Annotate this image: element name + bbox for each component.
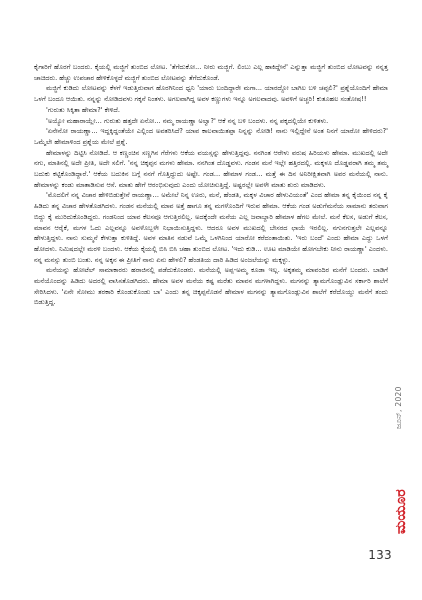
article-paragraph: 'ಏನೇನೋ ರಾಯಣ್ಣಾ... ಇದ್ದಕ್ಕಿದ್ದಂತೆಯೇ ಎಲ್ಲಿಂದ ಅವತರಿಸಿದೆ? ಯಾವ ಕಾಲವಾಯಿತಪ್ಪಾ ನಿನ್ನನ್ನು ನೋಡಿ! ನಾನು ಇಲ್ಲಿದ್ದೇನೆ ಅಂತ ನಿನಗೆ ಯಾರೋ ಹೇಳಿದರು?' ಒಮ್ಮೆಲೇ ಹೇಮಾಳಿಂದ ಪ್ರಶ್ನೆಯ ಮೇಲೆ ಪ್ರಶ್ನೆ.: [34, 127, 388, 146]
article-paragraph: 'ಅಯ್ಯೋ ಮಹಾರಾಯ್ಲೇ... ಗುರುತು ಹತ್ತದೇ ಏನೋ... ನಮ್ಮ ರಾಯಣ್ಣಾ ಅಲ್ವಾ?' ಆಕೆ ನನ್ನ ಬಳಿ ಬಂದಳು. ನನ್ನ ಪಕ್ಕದಲ್ಲಿಯೇ ಕುಳಿತಳು.: [46, 116, 329, 125]
article-paragraph: ಕೈಗಾರಿಗೆ ಹೊರಗೆ ಬಂದರು. ಕೈಯಲ್ಲಿ ಮಜ್ಜಿಗೆ ತುಂಬಿದ ಲೋಟ. 'ತೆಗೆದುಕೋ... ನೀರು ಮಜ್ಜಿಗೆ. ಲಿಂಬು ಎಲ್ಲ ಹಾಕಿದ್ದೇನೆ' ಎನ್ನುತ್ತಾ ಮಜ್ಜಿಗೆ ತುಂಬಿದ ಲೋಟವನ್ನು ನನ್ನತ್ತ ಚಾಚಿದರು. ಹೆಚ್ಚು ಉಪಚಾರ ಹೇಳಿಕೊಳ್ಳದೆ ಮಜ್ಜಿಗೆ ತುಂಬಿದ ಲೋಟವನ್ನು ತೆಗೆದುಕೊಂಡೆ.: [34, 63, 388, 82]
article-paragraph: 'ಗುರುತು ಸಿಕ್ಕಿತಾ ಹೇಮಾ?' ಕೇಳಿದೆ.: [46, 105, 120, 114]
issue-date: ಜೂನ್, 2020: [394, 386, 403, 429]
article-paragraph: ಮಜ್ಜಿಗೆ ಕುಡಿದು ಲೋಟವನ್ನು ಕೆಳಗೆ ಇಡುತ್ತಿರುವಾಗ ಹೊರಗಿನಿಂದ ಧ್ವನಿ 'ಯಾರು ಬಂದಿದ್ದಾರೇ ಮಗಾ... ಯಾರದ್ದೋ ಬಾಗಿಲ ಬಳಿ ಚಪ್ಪಲಿ?' ಪ್ರಶ್ನೆಯೊಂದಿಗೆ ಹೇಮಾ ಒಳಗೆ ಬಂದೂ ಆಯಿತು. ನನ್ನನ್ನು ನೋಡಿದವಳು ಗಕ್ಕನೆ ನಿಂತಳು. ಅಗಲವಾಗಿದ್ದ ಅವಳ ಕಣ್ಣುಗಳು ಇನ್ನೂ ಅಗಲವಾದವು. ಅವಳಿಗೆ ಅಚ್ಚರಿ! ಕುತೂಹಲ ಸಂತೋಷ!!: [34, 84, 388, 104]
article-paragraph: ಹೇಮಾಳನ್ನು ದಿಟ್ಟಿಸಿ ನೋಡಿದೆ. ಆ ಕಣ್ಣಂಚಿನ ಸಣ್ಣಗಿನ ಗೆರೆಗಳು ಆಕೆಯ ವಯಸ್ಸನ್ನು ಹೇಳುತ್ತಿದ್ದವು. ನನಗಿಂತ ಆರೇಳು ವರುಷ ಹಿರಿಯಳು ಹೇಮಾ. ಮುಖದಲ್ಲಿ ಅದೇ ನಗು, ಮಾತಿನಲ್ಲಿ ಅದೇ ಪ್ರೀತಿ, ಅದೇ ಸಲಿಗೆ. 'ನನ್ನ ಚಿಕ್ಕಪ್ಪನ ಮಗಳು ಹೇಮಾ. ನನಗಿಂತ ದೊಡ್ಡವಳು. ಗಂಡನ ಮನೆ ಇಲ್ಲೇ ಹತ್ತಿರದಲ್ಲಿ. ಮಕ್ಕಳೂ ದೊಡ್ಡವರಾಗಿ ತಮ್ಮ ತಮ್ಮ ಬದುಕು ಕಟ್ಟಿಕೊಂಡಿದ್ದಾರೆ.' ಆಕೆಯ ಬದುಕಿನ ಬಗ್ಗೆ ನನಗೆ ಗೊತ್ತಿದ್ದುದು ಅಷ್ಟೇ. ಗಂಡ... ಹೇಮಾಳ ಗಂಡ... ಮತ್ತೆ ಈ ದಿನ ಅನಿರೀಕ್ಷಿತವಾಗಿ ಅವರ ಮನೆಯಲ್ಲಿ ನಾನು. ಹೇಮಾಳನ್ನು ಕಂಡು ಮಾತಾಡಿಸುವ ಆಸೆ. ಮಾತು ಹೇಗೆ ಆರಂಭಿಸುವುದು ಎಂದು ಯೋಚಿಸುತ್ತಿದ್ದೆ. ಅಷ್ಟರಲ್ಲೇ ಅವಳೇ ಮಾತು ಶುರು ಮಾಡಿದಳು.: [34, 148, 388, 189]
article-paragraph: 'ಮೊದಲಿಗೆ ನನ್ನ ವಿಚಾರ ಹೇಳಿಬಿಡುತ್ತೇನೆ ರಾಯಣ್ಣಾ... ಅಮೇಲೆ ನಿನ್ನ ಊರು, ಮನೆ, ಹೆಂಡತಿ, ಮಕ್ಕಳ ವಿಚಾರ ಹೇಳುವಿಯಂತೆ' ಎಂದ ಹೇಮಾ ತನ್ನ ಕೈಯಿಂದ ನನ್ನ ಕೈ ಹಿಡಿದು ತನ್ನ ವಿಚಾರ ಹೇಳತೊಡಗಿದಳು. ಗಂಡನ ಮನೆಯಲ್ಲಿ ಮಾವ ಅತ್ತೆ ಹಾಗೂ ತನ್ನ ಮಗಳೊಂದಿಗೆ ಇರುವ ಹೇಮಾ. ಆಕೆಯ ಗಂಡ ಅಡುಗೆಮನೆಯ ಸಾಮಾನು ತರುವಾಗ ಬಿದ್ದು ಕೈ ಮುರಿದುಕೊಂಡಿದ್ದರು. ಗಂಡನಿಂದ ಯಾವ ಕೆಲಸವೂ ಆಗುತ್ತಿರಲಿಲ್ಲ. ಅದಕ್ಕೆಂದೇ ಮನೆಯ ಎಲ್ಲ ಜವಾಬ್ದಾರಿ ಹೇಮಾಳ ಹೆಗಲ ಮೇಲೆ. ಮನೆ ಕೆಲಸ, ಅಡುಗೆ ಕೆಲಸ, ಮಾವನ ಆರೈಕೆ, ಮಗಳ ಓದು ಎಲ್ಲವನ್ನೂ ಅವಳೊಬ್ಬಳೇ ನಿಭಾಯಿಸುತ್ತಿದ್ದಳು. ಆದರೂ ಅವಳ ಮುಖದಲ್ಲಿ ಬೇಸರದ ಛಾಯೆ ಇರಲಿಲ್ಲ. ನಗುನಗುತ್ತಲೇ ಎಲ್ಲವನ್ನೂ ಹೇಳುತ್ತಿದ್ದಳು. ನಾನು ಸುಮ್ಮನೆ ಕೇಳುತ್ತಾ ಕುಳಿತಿದ್ದೆ. ಅವಳ ಮಾತಿನ ನಡುವೆ ಒಮ್ಮೆ ಒಳಗಿನಿಂದ ಯಾರೋ ಕರೆದಂತಾಯಿತು. 'ಇರು ಬಂದೆ' ಎಂದು ಹೇಮಾ ಎದ್ದು ಒಳಗೆ ಹೋದಳು. ನಿಮಿಷದಲ್ಲೇ ಮರಳಿ ಬಂದಳು. ಆಕೆಯ ಕೈಯಲ್ಲಿ ಬಿಸಿ ಬಿಸಿ ಚಹಾ ತುಂಬಿದ ಲೋಟ. 'ಇದು ಕುಡಿ... ಊಟ ಮಾಡಿಯೇ ಹೋಗಬೇಕು ನೀನು ರಾಯಣ್ಣಾ' ಎಂದಳು. ನನ್ನ ಮನಸ್ಸು ತುಂಬಿ ಬಂತು. ನನ್ನ ಅಕ್ಕನ ಈ ಪ್ರೀತಿಗೆ ನಾನು ಏನು ಹೇಳಲಿ? ಹೆಂಡತಿಯ ದಾರಿ ಹಿಡಿದ ಅಂಜಲೆಯನ್ನು ಮಕ್ಕಳ್ಳು.: [34, 191, 388, 264]
magazine-title: ಮಯೂರ: [393, 489, 409, 535]
article-paragraph: ಮನೆಯನ್ನು ಹೋಟೆಲ್ ಸಾಮಾಕಾರರು ಹರಾಜಿನಲ್ಲಿ ಪಡೆದುಕೊಂಡರು. ಮನೆಯಲ್ಲಿ ಅಪ್ಪ-ಅಮ್ಮ ಕೂಡಾ ಇಲ್ಲ. ಅಕ್ಕತಮ್ಮ ಮಾವಂದಿರ ಮನೆಗೆ ಬಂದರು. ಬಾಡಿಗೆ ಮನೆಯೊಂದನ್ನು ಹಿಡಿದು ಅದರಲ್ಲಿ ವಾಸಿಸತೊಡಗಿದರು. ಹೇಮಾ ಅವಳ ಮನೆಯ ಕಷ್ಟ ಮರೆತು ಮಾವನ ಮಗಳಾಗಿದ್ದಳು. ಮಗನನ್ನು ತ್ಯಾಮಗೊಂಡ್ಲುವಿನ ಸರ್ಕಾರಿ ಶಾಲೆಗೆ ಸೇರಿಸಿದಳು. 'ಏನೇ ಸೋಮು ತರಕಾರಿ ಕೊಂಡುಕೊಂಡು ಬಾ' ಎಂದು ತನ್ನ ಚಿಕ್ಕಪ್ಪನೊಡನೆ ಹೇಮಾಳ ಮಗನನ್ನು ತ್ಯಾಮಗೊಂಡ್ಲುವಿನ ಶಾಲೆಗೆ ಕರೆದೊಯ್ದು ಮನೆಗೆ ತಂದು ಬಿಡುತ್ತಿದ್ದ.: [34, 266, 388, 307]
article-body: [34, 62, 388, 308]
page-number: 133: [368, 548, 392, 562]
